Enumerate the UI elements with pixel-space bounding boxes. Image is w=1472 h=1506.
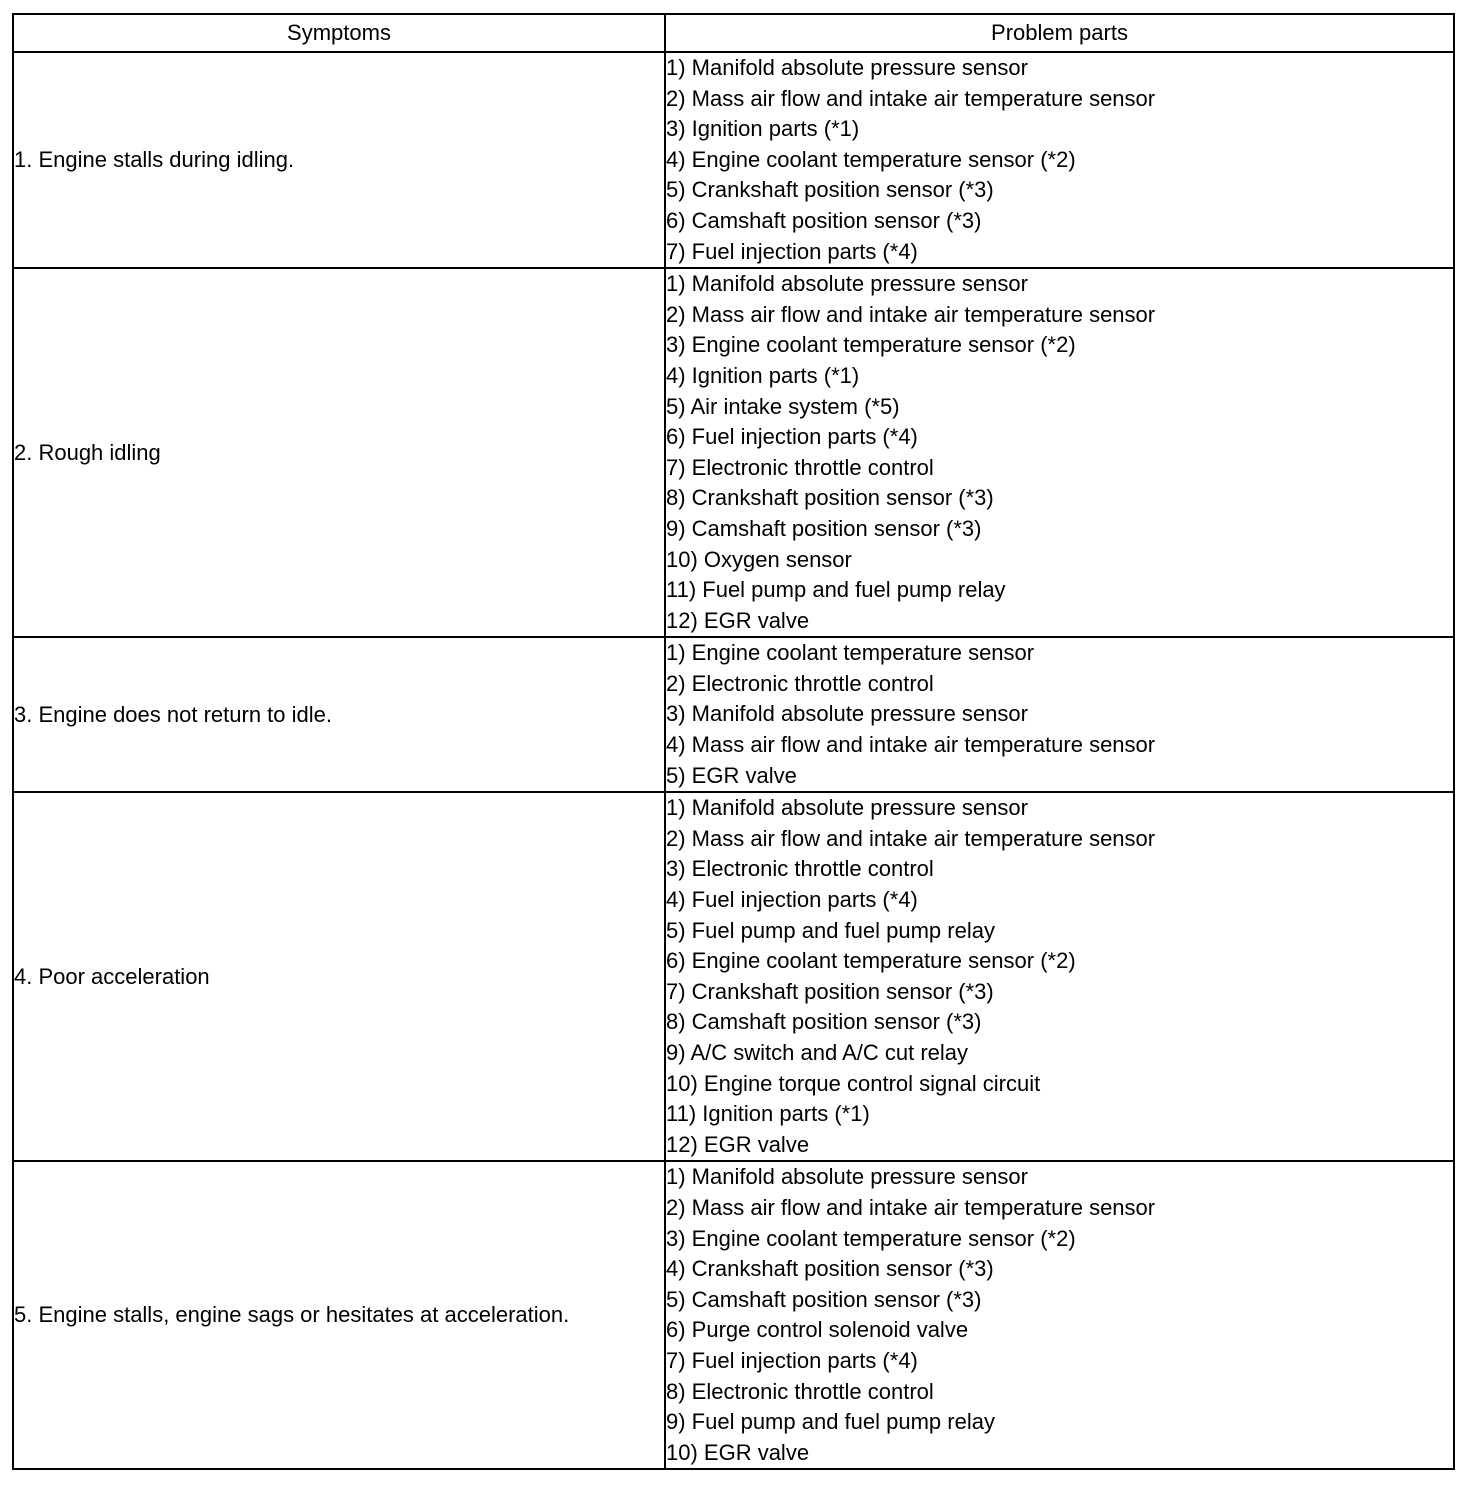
problem-part-item: 4) Crankshaft position sensor (*3) — [666, 1256, 994, 1282]
table-row — [13, 1161, 1454, 1469]
table-header-row — [13, 14, 1454, 52]
symptom-cell: 2. Rough idling — [13, 268, 665, 637]
problem-part-item: 6) Purge control solenoid valve — [666, 1317, 969, 1343]
problem-part-item: 8) Crankshaft position sensor (*3) — [666, 485, 994, 511]
problem-part-item: 12) EGR valve — [666, 607, 810, 633]
problem-part-item: 12) EGR valve — [666, 1131, 810, 1157]
problem-part-item: 2) Electronic throttle control — [666, 670, 934, 696]
table-row — [13, 792, 1454, 1161]
problem-part-item: 1) Manifold absolute pressure sensor — [666, 1164, 1028, 1190]
problem-parts-cell — [665, 1161, 1454, 1469]
problem-part-item: 2) Mass air flow and intake air temperature sensor — [666, 301, 1156, 327]
problem-part-item: 7) Electronic throttle control — [666, 454, 934, 480]
problem-part-item: 1) Engine coolant temperature sensor — [666, 640, 1035, 666]
problem-part-item: 5) Fuel pump and fuel pump relay — [666, 917, 995, 943]
problem-part-item: 1) Manifold absolute pressure sensor — [666, 55, 1028, 80]
problem-part-item: 2) Mass air flow and intake air temperature sensor — [666, 825, 1156, 851]
problem-part-item: 7) Fuel injection parts (*4) — [666, 238, 918, 264]
problem-part-item: 3) Manifold absolute pressure sensor — [666, 701, 1028, 727]
problem-part-item: 6) Camshaft position sensor (*3) — [666, 207, 982, 233]
problem-part-item: 2) Mass air flow and intake air temperature sensor — [666, 85, 1156, 111]
problem-part-item: 10) EGR valve — [666, 1439, 810, 1465]
problem-parts-list — [666, 269, 1453, 636]
problem-part-item: 9) Fuel pump and fuel pump relay — [666, 1409, 995, 1435]
problem-part-item: 5) Air intake system (*5) — [666, 393, 900, 419]
problem-part-item: 9) Camshaft position sensor (*3) — [666, 515, 982, 541]
problem-part-item: 6) Fuel injection parts (*4) — [666, 424, 918, 450]
problem-parts-list — [666, 638, 1453, 791]
problem-part-item: 5) Crankshaft position sensor (*3) — [666, 177, 994, 203]
problem-part-item: 7) Fuel injection parts (*4) — [666, 1347, 918, 1373]
problem-parts-cell — [665, 52, 1454, 268]
problem-parts-cell — [665, 637, 1454, 792]
problem-part-item: 11) Fuel pump and fuel pump relay — [666, 577, 1006, 603]
problem-part-item: 4) Engine coolant temperature sensor (*2) — [666, 146, 1076, 172]
problem-parts-list — [666, 1162, 1453, 1468]
problem-part-item: 4) Fuel injection parts (*4) — [666, 887, 918, 913]
problem-parts-list — [666, 53, 1453, 267]
table-row — [13, 268, 1454, 637]
header-problem-parts: Problem parts — [665, 14, 1454, 52]
diagnosis-table — [12, 13, 1455, 1470]
table-row — [13, 637, 1454, 792]
problem-part-item: 4) Ignition parts (*1) — [666, 362, 860, 388]
problem-part-item: 5) EGR valve — [666, 762, 797, 788]
problem-part-item: 7) Crankshaft position sensor (*3) — [666, 978, 994, 1004]
problem-part-item: 8) Camshaft position sensor (*3) — [666, 1009, 982, 1035]
symptom-cell: 4. Poor acceleration — [13, 792, 665, 1161]
problem-part-item: 10) Oxygen sensor — [666, 546, 852, 572]
problem-part-item: 9) A/C switch and A/C cut relay — [666, 1040, 969, 1065]
symptom-cell: 3. Engine does not return to idle. — [13, 637, 665, 792]
table-body — [13, 52, 1454, 1469]
problem-part-item: 1) Manifold absolute pressure sensor — [666, 795, 1028, 821]
problem-part-item: 3) Engine coolant temperature sensor (*2) — [666, 1225, 1076, 1251]
problem-part-item: 6) Engine coolant temperature sensor (*2) — [666, 948, 1076, 974]
problem-part-item: 3) Engine coolant temperature sensor (*2) — [666, 332, 1076, 358]
symptom-cell: 1. Engine stalls during idling. — [13, 52, 665, 268]
problem-part-item: 3) Ignition parts (*1) — [666, 116, 860, 142]
problem-part-item: 1) Manifold absolute pressure sensor — [666, 271, 1028, 297]
table-row — [13, 52, 1454, 268]
problem-part-item: 10) Engine torque control signal circuit — [666, 1070, 1041, 1096]
problem-parts-cell — [665, 792, 1454, 1161]
problem-part-item: 5) Camshaft position sensor (*3) — [666, 1286, 982, 1312]
problem-parts-list — [666, 793, 1453, 1160]
problem-part-item: 8) Electronic throttle control — [666, 1378, 934, 1404]
problem-part-item: 2) Mass air flow and intake air temperature sensor — [666, 1194, 1156, 1220]
problem-part-item: 11) Ignition parts (*1) — [666, 1101, 870, 1127]
symptom-cell: 5. Engine stalls, engine sags or hesitates at acceleration. — [13, 1161, 665, 1469]
problem-part-item: 4) Mass air flow and intake air temperature sensor — [666, 732, 1156, 758]
problem-part-item: 3) Electronic throttle control — [666, 856, 934, 882]
problem-parts-cell — [665, 268, 1454, 637]
header-symptoms: Symptoms — [13, 14, 665, 52]
